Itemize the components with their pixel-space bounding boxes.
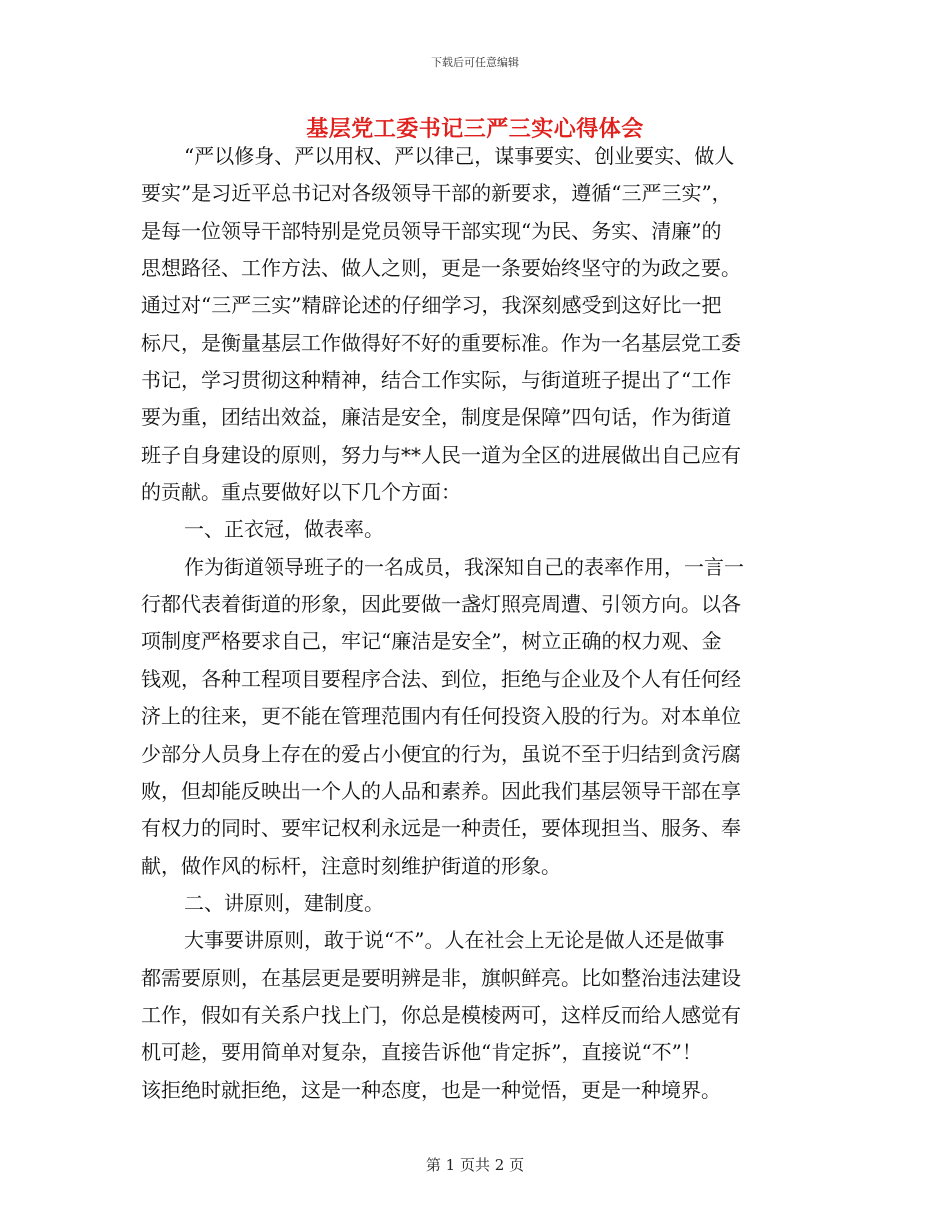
text-line: 有权力的同时、要牢记权利永远是一种责任，要体现担当、服务、奉 xyxy=(141,816,741,841)
section-heading: 一、正衣冠，做表率。 xyxy=(184,517,384,542)
text-line: 都需要原则，在基层更是要明辨是非，旗帜鲜亮。比如整治违法建设 xyxy=(141,965,741,990)
document-title: 基层党工委书记三严三实心得体会 xyxy=(306,116,644,142)
text-line: 班子自身建设的原则，努力与**人民一道为全区的进展做出自己应有 xyxy=(141,442,741,467)
text-line: 通过对“三严三实”精辟论述的仔细学习，我深刻感受到这好比一把 xyxy=(141,293,722,318)
text-line: 济上的往来，更不能在管理范围内有任何投资入股的行为。对本单位 xyxy=(141,704,741,729)
text-line: 是每一位领导干部特别是党员领导干部实现“为民、务实、清廉”的 xyxy=(141,218,722,243)
text-line: 标尺，是衡量基层工作做得好不好的重要标准。作为一名基层党工委 xyxy=(141,330,741,355)
document-body xyxy=(141,138,811,1109)
page-footer: 第 1 页共 2 页 xyxy=(425,1156,525,1174)
text-line: 书记，学习贯彻这种精神，结合工作实际，与街道班子提出了“工作 xyxy=(141,368,732,393)
text-line: “严以修身、严以用权、严以律己，谋事要实、创业要实、做人 xyxy=(184,144,735,168)
text-line: 该拒绝时就拒绝，这是一种态度，也是一种觉悟，更是一种境界。 xyxy=(141,1077,721,1102)
text-line: 要为重，团结出效益，廉洁是安全，制度是保障”四句话，作为街道 xyxy=(141,405,732,430)
text-line: 工作，假如有关系户找上门，你总是模棱两可，这样反而给人感觉有 xyxy=(141,1002,741,1027)
text-line: 要实”是习近平总书记对各级领导干部的新要求，遵循“三严三实”， xyxy=(141,181,732,206)
header-note: 下载后可任意编辑 xyxy=(431,56,519,69)
text-line: 献，做作风的标杆，注意时刻维护街道的形象。 xyxy=(141,853,561,878)
text-line: 思想路径、工作方法、做人之则，更是一条要始终坚守的为政之要。 xyxy=(141,256,741,281)
text-line: 机可趁，要用简单对复杂，直接告诉他“肯定拆”，直接说“不”！ xyxy=(141,1040,702,1065)
text-line: 败，但却能反映出一个人的人品和素养。因此我们基层领导干部在享 xyxy=(141,778,741,803)
section-heading: 二、讲原则，建制度。 xyxy=(184,890,384,915)
text-line: 钱观，各种工程项目要程序合法、到位，拒绝与企业及个人有任何经 xyxy=(141,666,741,691)
text-line: 行都代表着街道的形象，因此要做一盏灯照亮周遭、引领方向。以各 xyxy=(141,592,741,617)
text-line: 大事要讲原则，敢于说“不”。人在社会上无论是做人还是做事 xyxy=(184,928,725,953)
text-line: 项制度严格要求自己，牢记“廉洁是安全”，树立正确的权力观、金 xyxy=(141,629,722,654)
text-line: 作为街道领导班子的一名成员，我深知自己的表率作用，一言一 xyxy=(184,554,744,579)
text-line: 的贡献。重点要做好以下几个方面： xyxy=(141,480,461,505)
text-line: 少部分人员身上存在的爱占小便宜的行为，虽说不至于归结到贪污腐 xyxy=(141,741,741,766)
